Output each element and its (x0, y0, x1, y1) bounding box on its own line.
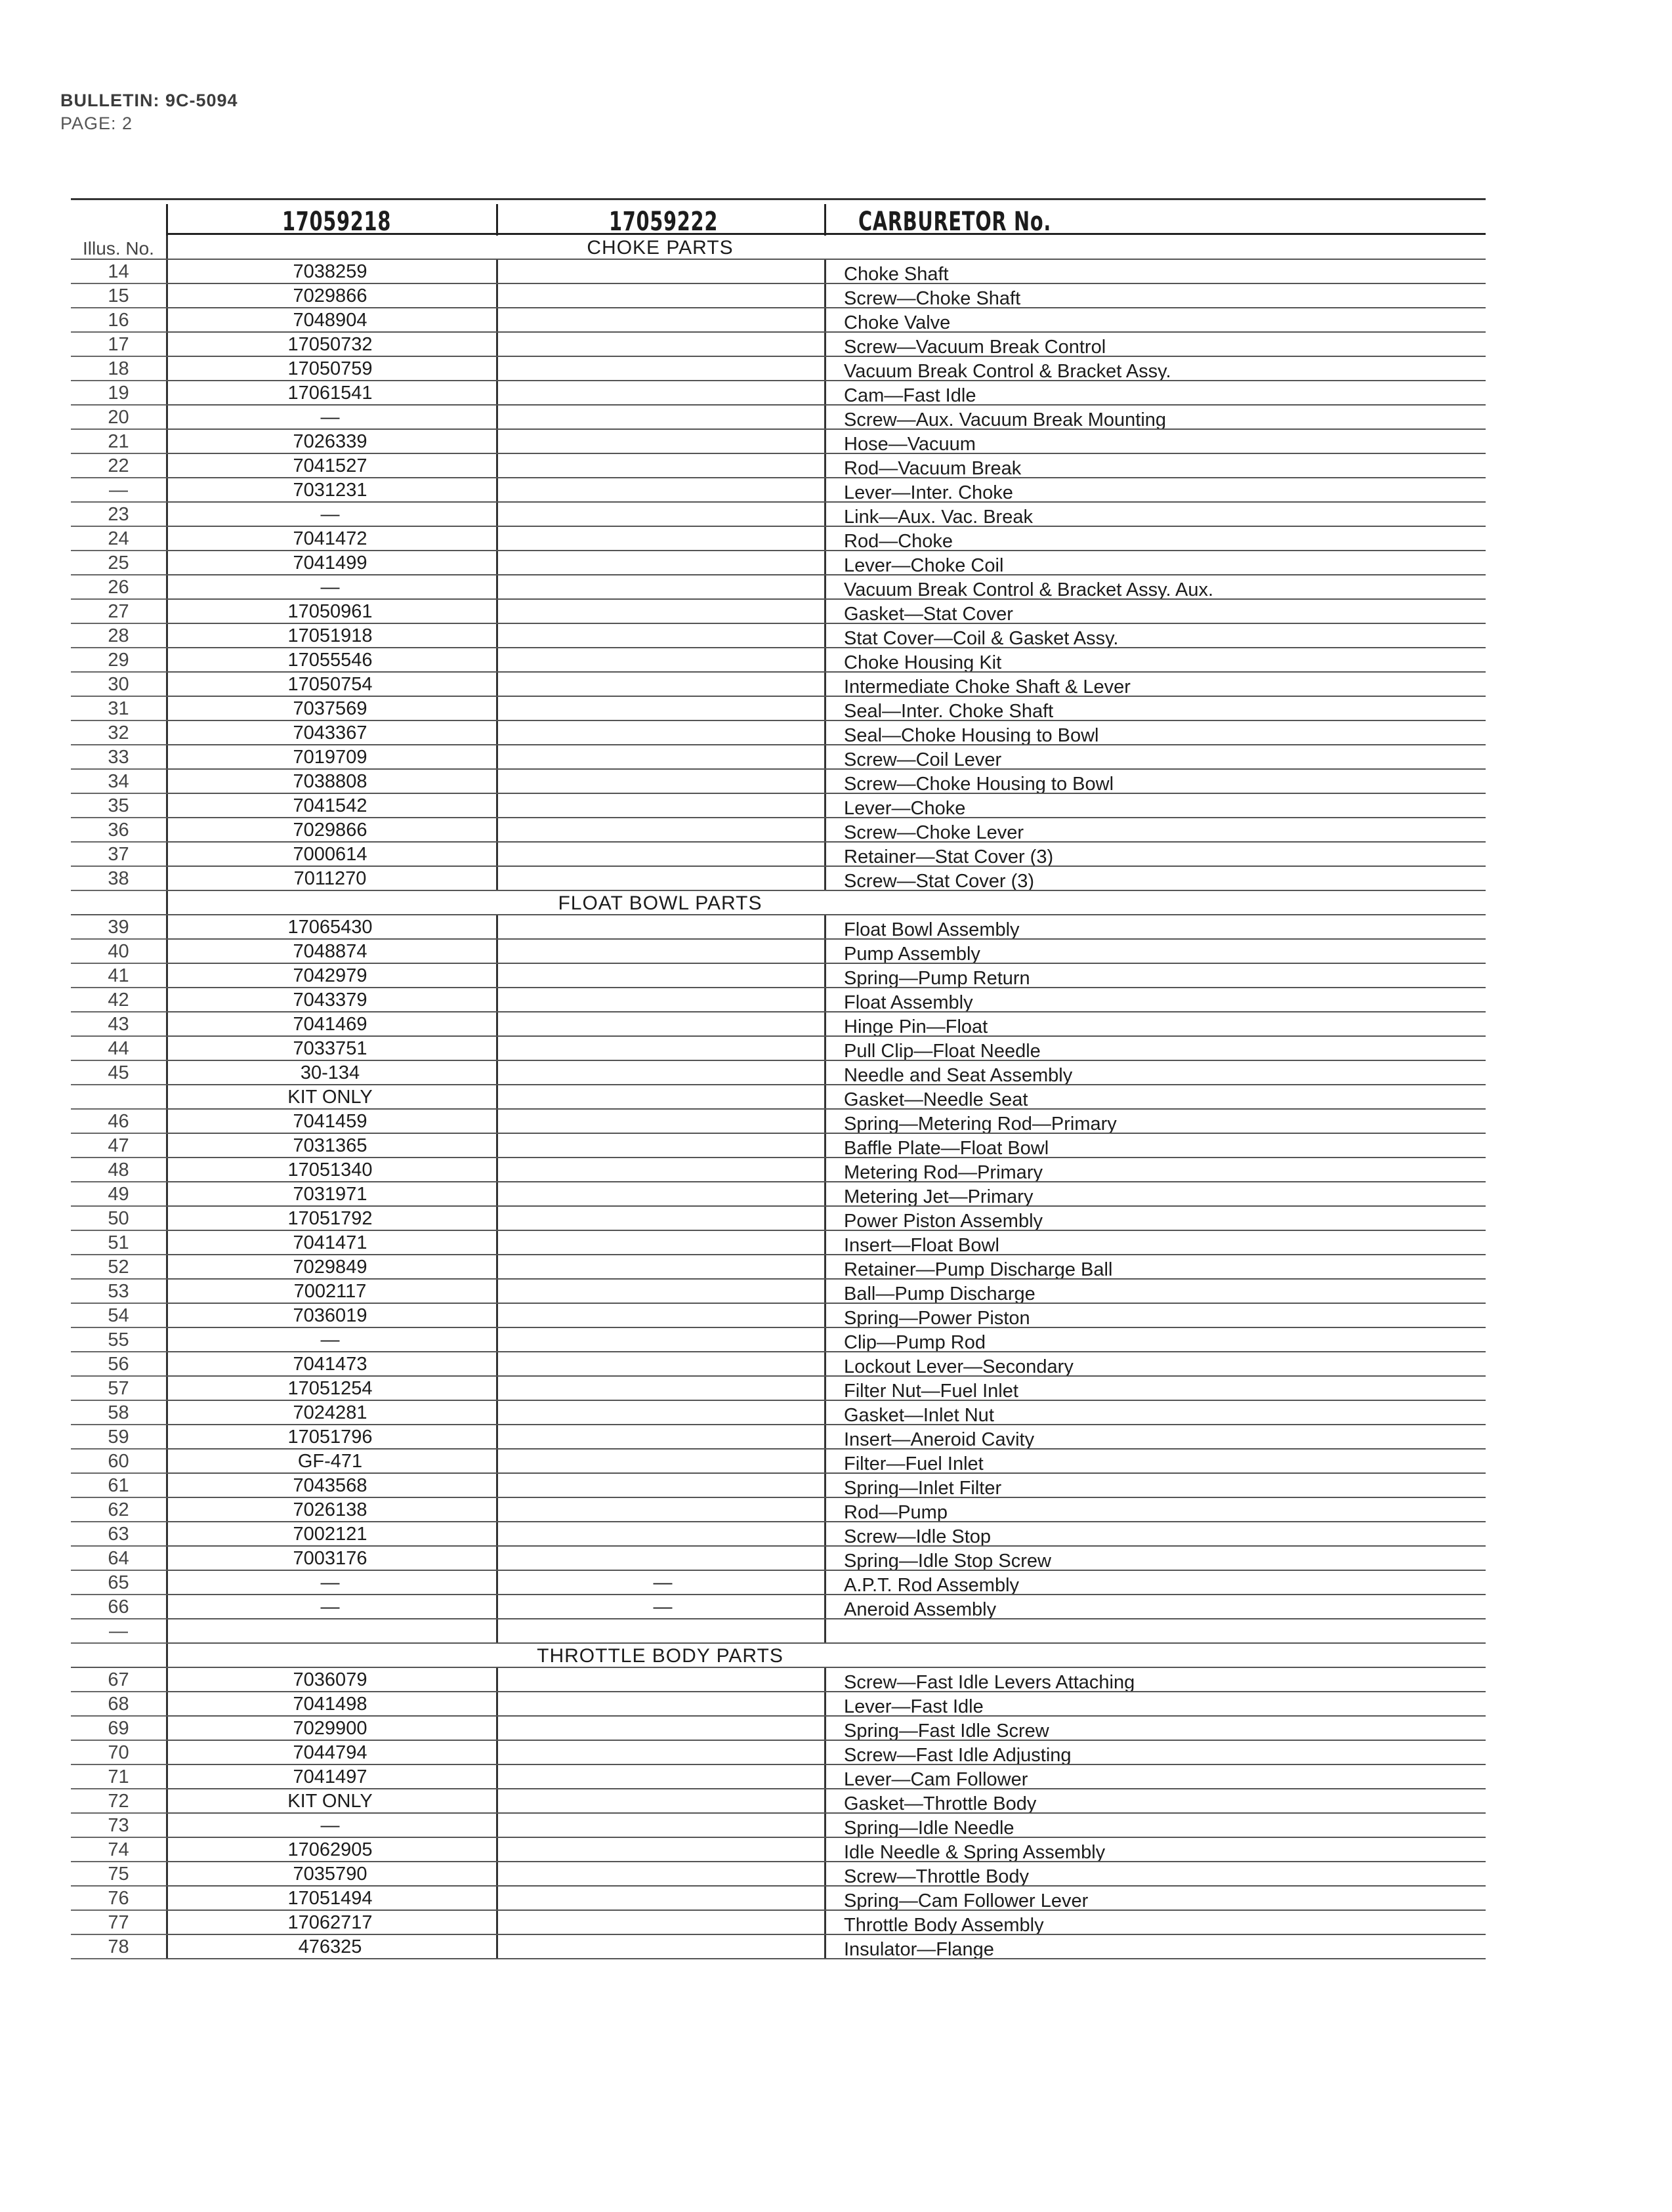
illus-number: 49 (108, 1184, 129, 1205)
part-number-17059218: 17050961 (287, 601, 373, 622)
part-description: Insert—Aneroid Cavity (844, 1429, 1035, 1450)
part-number-17059218: — (320, 1329, 340, 1350)
table-row (71, 1911, 1486, 1935)
table-row (71, 1231, 1486, 1255)
part-description: Float Assembly (844, 992, 973, 1013)
illus-number: 63 (108, 1524, 129, 1545)
part-number-17059218: 17051796 (287, 1427, 373, 1448)
illus-number: 37 (108, 844, 129, 865)
part-description: Screw—Idle Stop (844, 1526, 992, 1547)
part-number-17059218: 7043568 (293, 1475, 367, 1496)
table-row (71, 1498, 1486, 1522)
part-number-17059218: 17062905 (287, 1839, 373, 1860)
part-number-17059218: 7041542 (293, 795, 367, 816)
part-number-17059218: 7041497 (293, 1766, 367, 1787)
part-number-17059218: 17055546 (287, 650, 373, 671)
part-number-17059218: 7041527 (293, 455, 367, 476)
illus-number: 76 (108, 1888, 129, 1909)
part-number-17059218: KIT ONLY (287, 1087, 373, 1108)
table-row (71, 1401, 1486, 1425)
part-number-17059218: 17061541 (287, 383, 373, 404)
illus-number: 46 (108, 1111, 129, 1132)
part-number-17059218: 7041459 (293, 1111, 367, 1132)
table-row (71, 1134, 1486, 1158)
part-number-17059218: 7041498 (293, 1694, 367, 1715)
illus-number: 73 (108, 1815, 129, 1836)
part-description: Link—Aux. Vac. Break (844, 507, 1033, 528)
table-row (71, 1110, 1486, 1134)
part-description: Screw—Fast Idle Levers Attaching (844, 1672, 1135, 1693)
part-description: Retainer—Pump Discharge Ball (844, 1259, 1113, 1280)
illus-number: 47 (108, 1135, 129, 1156)
table-row (71, 1304, 1486, 1328)
illus-number: 48 (108, 1159, 129, 1180)
part-description: Clip—Pump Rod (844, 1332, 986, 1353)
illus-number: 65 (108, 1572, 129, 1593)
part-description: Spring—Power Piston (844, 1308, 1030, 1329)
table-row (71, 1450, 1486, 1474)
section-title: FLOAT BOWL PARTS (558, 892, 763, 914)
table-row (71, 575, 1486, 600)
part-number-17059218: 7038259 (293, 261, 367, 282)
part-description: Screw—Vacuum Break Control (844, 337, 1106, 358)
part-number-17059218: 17051792 (287, 1208, 373, 1229)
carburetor-no-heading: CARBURETOR No. (858, 207, 1052, 237)
part-description: Screw—Fast Idle Adjusting (844, 1745, 1072, 1766)
illus-number: 31 (108, 698, 129, 719)
table-row (71, 1571, 1486, 1595)
table-row (71, 843, 1486, 867)
illus-number: 27 (108, 601, 129, 622)
part-description: Pump Assembly (844, 944, 980, 965)
part-description: Spring—Cam Follower Lever (844, 1890, 1089, 1911)
table-row (71, 284, 1486, 308)
part-description: Insert—Float Bowl (844, 1235, 999, 1256)
illus-number: 51 (108, 1232, 129, 1253)
table-row (71, 867, 1486, 891)
table-row (71, 770, 1486, 794)
illus-number: 40 (108, 941, 129, 962)
part-number-17059218: 7000614 (293, 844, 367, 865)
illus-number: 43 (108, 1014, 129, 1035)
section-header (71, 891, 1486, 915)
table-row (71, 1862, 1486, 1887)
table-row (71, 1838, 1486, 1862)
part-number-17059218: 7031971 (293, 1184, 367, 1205)
part-description: Filter—Fuel Inlet (844, 1453, 984, 1474)
table-row (71, 1765, 1486, 1789)
part-number-17059218: 7041499 (293, 553, 367, 574)
part-number-17059218: 17065430 (287, 917, 373, 938)
illus-number: — (109, 1621, 128, 1642)
illus-number: 33 (108, 747, 129, 768)
part-description: Seal—Inter. Choke Shaft (844, 701, 1054, 722)
part-number-17059218: 7031365 (293, 1135, 367, 1156)
table-row (71, 406, 1486, 430)
illus-number: 66 (108, 1596, 129, 1617)
illus-number: 69 (108, 1718, 129, 1739)
part-number-17059218: 7043379 (293, 990, 367, 1011)
part-number-17059218: 17051340 (287, 1159, 373, 1180)
part-description: Ball—Pump Discharge (844, 1283, 1035, 1304)
illus-number: 22 (108, 455, 129, 476)
part-number-17059218: 7011270 (293, 868, 367, 889)
part-number-17059218: — (320, 504, 340, 525)
illus-number: 26 (108, 577, 129, 598)
part-description: Lever—Choke (844, 798, 966, 819)
table-row (71, 1012, 1486, 1037)
part-description: Spring—Inlet Filter (844, 1478, 1002, 1499)
table-row (71, 915, 1486, 940)
table-row (71, 818, 1486, 843)
table-row (71, 1668, 1486, 1692)
part-description: Rod—Pump (844, 1502, 948, 1523)
table-row (71, 1158, 1486, 1182)
part-number-17059218: 7044794 (293, 1742, 367, 1763)
table-body (71, 236, 1486, 1959)
illus-number: 45 (108, 1062, 129, 1083)
part-description: Insulator—Flange (844, 1939, 994, 1960)
table-row (71, 697, 1486, 721)
illus-number: 67 (108, 1669, 129, 1690)
part-description: Vacuum Break Control & Bracket Assy. Aux. (844, 579, 1214, 600)
part-description: Screw—Throttle Body (844, 1866, 1030, 1887)
illus-number: 72 (108, 1791, 129, 1812)
part-number-17059218: 7029866 (293, 285, 367, 306)
carburetor-col-17059222: 17059222 (609, 207, 719, 237)
table-row (71, 1085, 1486, 1110)
section-header (71, 1644, 1486, 1668)
part-description: Lever—Choke Coil (844, 555, 1004, 576)
table-row (71, 1425, 1486, 1450)
part-number-17059218: 7029866 (293, 820, 367, 841)
part-number-17059218: 7003176 (293, 1548, 367, 1569)
table-row (71, 308, 1486, 333)
part-description: Metering Jet—Primary (844, 1186, 1034, 1207)
part-description: Throttle Body Assembly (844, 1915, 1044, 1936)
illus-number: 21 (108, 431, 129, 452)
part-number-17059218: 7038808 (293, 771, 367, 792)
part-number-17059218: 7002121 (293, 1524, 367, 1545)
table-row (71, 454, 1486, 478)
part-number-17059218: 17050754 (287, 674, 373, 695)
part-number-17059218: 7041473 (293, 1354, 367, 1375)
illus-number: 54 (108, 1305, 129, 1326)
part-description: Hinge Pin—Float (844, 1016, 988, 1037)
part-number-17059218: 7043367 (293, 722, 367, 743)
part-number-17059218: 7019709 (293, 747, 367, 768)
table-row (71, 1182, 1486, 1207)
table-row (71, 333, 1486, 357)
table-row (71, 1789, 1486, 1814)
part-number-17059218: — (320, 1815, 340, 1836)
table-header (71, 198, 1486, 236)
part-number-17059218: 17050759 (287, 358, 373, 379)
table-row (71, 745, 1486, 770)
table-row (71, 1377, 1486, 1401)
table-row (71, 1328, 1486, 1352)
part-number-17059218: 7035790 (293, 1864, 367, 1885)
part-number-17059218: 7031231 (293, 480, 367, 501)
table-row (71, 1887, 1486, 1911)
part-description: Screw—Coil Lever (844, 749, 1002, 770)
part-number-17059218: 7033751 (293, 1038, 367, 1059)
table-row (71, 721, 1486, 745)
part-description: Lever—Fast Idle (844, 1696, 984, 1717)
part-description: Gasket—Throttle Body (844, 1793, 1037, 1814)
part-number-17059218: 7041471 (293, 1232, 367, 1253)
table-row (71, 1547, 1486, 1571)
illus-number: 78 (108, 1936, 129, 1957)
illus-number: 23 (108, 504, 129, 525)
table-row (71, 1692, 1486, 1717)
illus-number: 18 (108, 358, 129, 379)
illus-number: 32 (108, 722, 129, 743)
part-number-17059218: 17051918 (287, 625, 373, 646)
part-description: Vacuum Break Control & Bracket Assy. (844, 361, 1171, 382)
table-row (71, 1474, 1486, 1498)
part-number-17059218: 17050732 (287, 334, 373, 355)
part-description: Screw—Choke Shaft (844, 288, 1021, 309)
illus-number: 29 (108, 650, 129, 671)
illus-number: 55 (108, 1329, 129, 1350)
table-row (71, 600, 1486, 624)
illus-number: 14 (108, 261, 129, 282)
illus-number: 17 (108, 334, 129, 355)
part-description: Lockout Lever—Secondary (844, 1356, 1074, 1377)
table-row (71, 1037, 1486, 1061)
part-number-17059218: 7026138 (293, 1499, 367, 1520)
part-number-17059222: — (653, 1596, 673, 1617)
table-row (71, 478, 1486, 503)
table-row (71, 1595, 1486, 1619)
illus-number: 62 (108, 1499, 129, 1520)
part-description: Needle and Seat Assembly (844, 1065, 1073, 1086)
illus-no-heading: Illus. No. (83, 238, 154, 259)
illus-number: 70 (108, 1742, 129, 1763)
illus-number: 57 (108, 1378, 129, 1399)
illus-number: 35 (108, 795, 129, 816)
illus-number: 41 (108, 965, 129, 986)
part-number-17059218: — (320, 1572, 340, 1593)
part-description: Cam—Fast Idle (844, 385, 976, 406)
part-number-17059218: 476325 (298, 1936, 362, 1957)
illus-number: 71 (108, 1766, 129, 1787)
part-description: Power Piston Assembly (844, 1211, 1043, 1232)
illus-number: 19 (108, 383, 129, 404)
table-row (71, 357, 1486, 381)
part-number-17059218: 7048874 (293, 941, 367, 962)
table-row (71, 381, 1486, 406)
part-description: Gasket—Stat Cover (844, 604, 1013, 625)
illus-number: 77 (108, 1912, 129, 1933)
bulletin-number: BULLETIN: 9C-5094 (60, 91, 238, 110)
part-number-17059218: 7002117 (293, 1281, 367, 1302)
part-number-17059218: GF-471 (297, 1451, 363, 1472)
table-row (71, 1717, 1486, 1741)
table-row (71, 964, 1486, 988)
illus-number: 59 (108, 1427, 129, 1448)
part-description: Spring—Idle Needle (844, 1818, 1014, 1839)
table-row (71, 430, 1486, 454)
illus-number: 75 (108, 1864, 129, 1885)
part-description: Aneroid Assembly (844, 1599, 997, 1620)
part-description: Retainer—Stat Cover (3) (844, 846, 1054, 867)
part-number-17059218: 17051494 (287, 1888, 373, 1909)
part-number-17059218: 7042979 (293, 965, 367, 986)
part-number-17059218: KIT ONLY (287, 1791, 373, 1812)
illus-number: 16 (108, 310, 129, 331)
part-number-17059222: — (653, 1572, 673, 1593)
part-description: Spring—Fast Idle Screw (844, 1721, 1049, 1742)
part-number-17059218: 7029900 (293, 1718, 367, 1739)
section-title: CHOKE PARTS (587, 237, 734, 259)
table-row (71, 1619, 1486, 1644)
illus-number: 53 (108, 1281, 129, 1302)
part-description: Lever—Inter. Choke (844, 482, 1013, 503)
table-row (71, 624, 1486, 648)
table-row (71, 673, 1486, 697)
illus-number: 64 (108, 1548, 129, 1569)
illus-number: 36 (108, 820, 129, 841)
table-row (71, 527, 1486, 551)
part-number-17059218: 7036019 (293, 1305, 367, 1326)
part-description: Screw—Aux. Vacuum Break Mounting (844, 409, 1167, 430)
table-row (71, 1352, 1486, 1377)
illus-number: 44 (108, 1038, 129, 1059)
illus-number: 74 (108, 1839, 129, 1860)
part-number-17059218: 7048904 (293, 310, 367, 331)
table-row (71, 1522, 1486, 1547)
part-description: Idle Needle & Spring Assembly (844, 1842, 1106, 1863)
table-row (71, 1814, 1486, 1838)
part-description: Lever—Cam Follower (844, 1769, 1028, 1790)
part-number-17059218: 7037569 (293, 698, 367, 719)
part-description: Pull Clip—Float Needle (844, 1041, 1041, 1062)
part-description: Rod—Vacuum Break (844, 458, 1022, 479)
illus-number: 52 (108, 1257, 129, 1278)
illus-number: — (109, 480, 128, 501)
table-row (71, 988, 1486, 1012)
part-number-17059218: 17051254 (287, 1378, 373, 1399)
part-description: Gasket—Inlet Nut (844, 1405, 994, 1426)
part-description: Gasket—Needle Seat (844, 1089, 1028, 1110)
illus-number: 38 (108, 868, 129, 889)
page-number: PAGE: 2 (60, 114, 133, 133)
part-description: Choke Valve (844, 312, 951, 333)
table-row (71, 1280, 1486, 1304)
illus-number: 61 (108, 1475, 129, 1496)
illus-number: 42 (108, 990, 129, 1011)
illus-number: 50 (108, 1208, 129, 1229)
illus-number: 34 (108, 771, 129, 792)
part-description: Screw—Choke Lever (844, 822, 1024, 843)
part-number-17059218: — (320, 1596, 340, 1617)
part-number-17059218: 7041469 (293, 1014, 367, 1035)
part-description: Screw—Choke Housing to Bowl (844, 774, 1114, 795)
parts-table (71, 198, 1486, 1959)
part-description: A.P.T. Rod Assembly (844, 1575, 1020, 1596)
illus-number: 30 (108, 674, 129, 695)
part-description: Intermediate Choke Shaft & Lever (844, 677, 1131, 698)
part-description: Hose—Vacuum (844, 434, 976, 455)
section-header (71, 236, 1486, 260)
part-number-17059218: 7029849 (293, 1257, 367, 1278)
table-row (71, 648, 1486, 673)
part-description: Metering Rod—Primary (844, 1162, 1043, 1183)
part-description: Filter Nut—Fuel Inlet (844, 1381, 1018, 1402)
illus-number: 20 (108, 407, 129, 428)
table-row (71, 1741, 1486, 1765)
table-row (71, 794, 1486, 818)
table-row (71, 940, 1486, 964)
part-description: Spring—Idle Stop Screw (844, 1551, 1051, 1572)
illus-number: 56 (108, 1354, 129, 1375)
carburetor-col-17059218: 17059218 (282, 207, 392, 237)
part-number-17059218: 7024281 (293, 1402, 367, 1423)
part-description: Stat Cover—Coil & Gasket Assy. (844, 628, 1119, 649)
illus-number: 60 (108, 1451, 129, 1472)
bulletin-header (60, 91, 238, 134)
illus-number: 15 (108, 285, 129, 306)
part-description: Choke Housing Kit (844, 652, 1002, 673)
table-row (71, 1061, 1486, 1085)
part-number-17059218: 30-134 (300, 1062, 360, 1083)
table-row (71, 260, 1486, 284)
part-number-17059218: 7041472 (293, 528, 367, 549)
table-row (71, 1207, 1486, 1231)
illus-number: 39 (108, 917, 129, 938)
part-number-17059218: 7036079 (293, 1669, 367, 1690)
illus-number: 25 (108, 553, 129, 574)
illus-number: 58 (108, 1402, 129, 1423)
part-description: Seal—Choke Housing to Bowl (844, 725, 1099, 746)
part-number-17059218: — (320, 577, 340, 598)
part-description: Choke Shaft (844, 264, 949, 285)
illus-number: 24 (108, 528, 129, 549)
table-row (71, 1255, 1486, 1280)
part-description: Baffle Plate—Float Bowl (844, 1138, 1049, 1159)
illus-number: 28 (108, 625, 129, 646)
table-row (71, 1935, 1486, 1959)
part-description: Float Bowl Assembly (844, 919, 1020, 940)
part-description: Spring—Metering Rod—Primary (844, 1114, 1117, 1135)
part-number-17059218: — (320, 407, 340, 428)
illus-number: 68 (108, 1694, 129, 1715)
part-description: Rod—Choke (844, 531, 953, 552)
table-row (71, 503, 1486, 527)
part-description: Spring—Pump Return (844, 968, 1030, 989)
part-number-17059218: 17062717 (287, 1912, 373, 1933)
part-description: Screw—Stat Cover (3) (844, 871, 1035, 892)
table-row (71, 551, 1486, 575)
part-number-17059218: 7026339 (293, 431, 367, 452)
section-title: THROTTLE BODY PARTS (537, 1645, 784, 1667)
